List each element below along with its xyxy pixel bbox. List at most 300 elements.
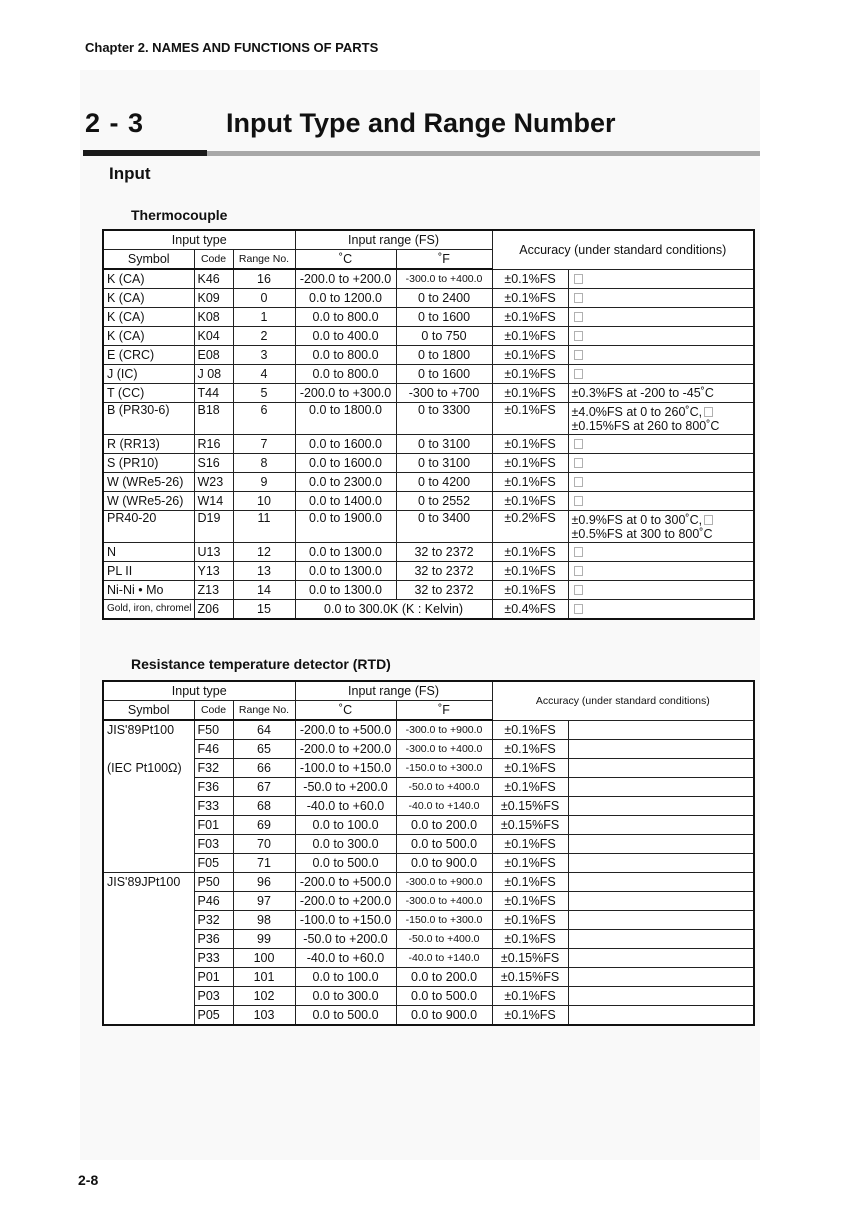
table-row [103, 873, 754, 892]
code-cell: K04 [194, 327, 233, 346]
code-cell: P05 [194, 1006, 233, 1026]
range-no-cell: 5 [233, 384, 295, 403]
range-no-cell: 102 [233, 987, 295, 1006]
rtd-heading: Resistance temperature detector (RTD) [131, 656, 391, 672]
symbol-cell: W (WRe5-26) [103, 492, 194, 511]
fahrenheit-range-cell: 0 to 1600 [396, 308, 492, 327]
accuracy-cell: ±0.1%FS [492, 562, 568, 581]
celsius-range-cell: -100.0 to +150.0 [295, 911, 396, 930]
accuracy-cell: ±0.1%FS [492, 365, 568, 384]
range-no-cell: 6 [233, 403, 295, 435]
placeholder-box-icon [574, 369, 583, 379]
fahrenheit-range-cell: 0.0 to 200.0 [396, 816, 492, 835]
celsius-range-cell: -200.0 to +300.0 [295, 384, 396, 403]
placeholder-box-icon [574, 477, 583, 487]
celsius-range-cell: 0.0 to 1300.0 [295, 543, 396, 562]
code-cell: J 08 [194, 365, 233, 384]
range-no-cell: 69 [233, 816, 295, 835]
symbol-cell: E (CRC) [103, 346, 194, 365]
placeholder-box-icon [574, 331, 583, 341]
code-cell: F03 [194, 835, 233, 854]
note-line-1: ±0.3%FS at -200 to -45˚C [571, 386, 714, 400]
celsius-range-cell: -40.0 to +60.0 [295, 949, 396, 968]
fahrenheit-range-cell: -300.0 to +400.0 [396, 892, 492, 911]
table-row [103, 511, 754, 543]
table-row [103, 327, 754, 346]
accuracy-note-cell [568, 968, 754, 987]
code-cell: F36 [194, 778, 233, 797]
symbol-cell: S (PR10) [103, 454, 194, 473]
symbol-cell [103, 720, 194, 873]
placeholder-box-icon [574, 566, 583, 576]
table-row [103, 759, 754, 778]
accuracy-note-cell [568, 269, 754, 289]
table-row [103, 797, 754, 816]
code-cell: F50 [194, 720, 233, 740]
range-no-cell: 4 [233, 365, 295, 384]
accuracy-note-cell [568, 873, 754, 892]
accuracy-cell: ±0.1%FS [492, 454, 568, 473]
table-row [103, 949, 754, 968]
celsius-range-cell: 0.0 to 1200.0 [295, 289, 396, 308]
placeholder-box-icon [574, 547, 583, 557]
accuracy-cell: ±0.1%FS [492, 720, 568, 740]
range-no-cell: 68 [233, 797, 295, 816]
symbol-cell: Ni-Ni • Mo [103, 581, 194, 600]
code-cell: P03 [194, 987, 233, 1006]
celsius-range-cell: 0.0 to 500.0 [295, 854, 396, 873]
range-no-cell: 96 [233, 873, 295, 892]
accuracy-note-cell [568, 562, 754, 581]
code-cell: D19 [194, 511, 233, 543]
range-no-cell: 1 [233, 308, 295, 327]
accuracy-cell: ±0.1%FS [492, 892, 568, 911]
section-subtitle: Input [109, 164, 151, 183]
header-code: Code [194, 701, 233, 721]
celsius-range-cell: -50.0 to +200.0 [295, 778, 396, 797]
note-line-2-wrap [572, 527, 751, 541]
header-input-type: Input type [103, 230, 295, 250]
code-cell: U13 [194, 543, 233, 562]
note-line-2-wrap [572, 419, 751, 433]
symbol-cell: PL II [103, 562, 194, 581]
range-no-cell: 16 [233, 269, 295, 289]
header-fahrenheit: ˚F [396, 701, 492, 721]
header-code: Code [194, 250, 233, 270]
accuracy-cell: ±0.15%FS [492, 968, 568, 987]
note-line-1: ±4.0%FS at 0 to 260˚C, [571, 405, 703, 419]
range-kelvin-cell: 0.0 to 300.0K (K : Kelvin) [295, 600, 492, 620]
fahrenheit-range-cell: 32 to 2372 [396, 562, 492, 581]
fahrenheit-range-cell: 32 to 2372 [396, 581, 492, 600]
accuracy-note-cell [568, 581, 754, 600]
celsius-range-cell: 0.0 to 1300.0 [295, 581, 396, 600]
table-row [103, 835, 754, 854]
table-row [103, 454, 754, 473]
placeholder-box-icon [704, 407, 713, 417]
table-row [103, 435, 754, 454]
accuracy-cell: ±0.1%FS [492, 308, 568, 327]
accuracy-cell: ±0.15%FS [492, 816, 568, 835]
accuracy-cell: ±0.1%FS [492, 854, 568, 873]
note-line-1-wrap [572, 513, 751, 527]
code-cell: P36 [194, 930, 233, 949]
accuracy-cell: ±0.1%FS [492, 740, 568, 759]
header-symbol: Symbol [103, 250, 194, 270]
celsius-range-cell: -200.0 to +200.0 [295, 740, 396, 759]
fahrenheit-range-cell: 32 to 2372 [396, 543, 492, 562]
range-no-cell: 66 [233, 759, 295, 778]
placeholder-box-icon [574, 585, 583, 595]
header-celsius: ˚C [295, 701, 396, 721]
placeholder-box-icon [574, 458, 583, 468]
symbol-name: JIS'89JPt100 [107, 875, 181, 889]
section-number: 2 - 3 [85, 108, 145, 138]
celsius-range-cell: 0.0 to 500.0 [295, 1006, 396, 1026]
range-no-cell: 7 [233, 435, 295, 454]
accuracy-note-cell [568, 543, 754, 562]
table-row [103, 720, 754, 740]
code-cell: K08 [194, 308, 233, 327]
fahrenheit-range-cell: -50.0 to +400.0 [396, 930, 492, 949]
symbol-cell: K (CA) [103, 269, 194, 289]
accuracy-note-cell [568, 797, 754, 816]
celsius-range-cell: 0.0 to 2300.0 [295, 473, 396, 492]
code-cell: T44 [194, 384, 233, 403]
fahrenheit-range-cell: 0 to 1600 [396, 365, 492, 384]
rtd-table [102, 680, 755, 1026]
symbol-name: JIS'89Pt100 [107, 723, 175, 737]
table-row [103, 581, 754, 600]
celsius-range-cell: 0.0 to 1400.0 [295, 492, 396, 511]
code-cell: B18 [194, 403, 233, 435]
fahrenheit-range-cell: 0.0 to 900.0 [396, 1006, 492, 1026]
accuracy-cell: ±0.1%FS [492, 269, 568, 289]
accuracy-cell: ±0.1%FS [492, 1006, 568, 1026]
table-row [103, 1006, 754, 1026]
range-no-cell: 9 [233, 473, 295, 492]
note-line-1: ±0.9%FS at 0 to 300˚C, [571, 513, 703, 527]
celsius-range-cell: 0.0 to 1600.0 [295, 454, 396, 473]
symbol-cell: Gold, iron, chromel [103, 600, 194, 620]
table-row [103, 740, 754, 759]
accuracy-cell: ±0.1%FS [492, 759, 568, 778]
placeholder-box-icon [574, 293, 583, 303]
accuracy-cell: ±0.1%FS [492, 327, 568, 346]
accuracy-note-cell [568, 289, 754, 308]
accuracy-note-cell [568, 759, 754, 778]
accuracy-note-cell [568, 403, 754, 435]
fahrenheit-range-cell: -300.0 to +400.0 [396, 269, 492, 289]
accuracy-note-cell [568, 473, 754, 492]
symbol-alt-name: (IEC Pt100Ω) [107, 761, 182, 775]
placeholder-box-icon [574, 439, 583, 449]
range-no-cell: 13 [233, 562, 295, 581]
table-row [103, 987, 754, 1006]
table-row [103, 492, 754, 511]
fahrenheit-range-cell: -40.0 to +140.0 [396, 949, 492, 968]
accuracy-cell: ±0.1%FS [492, 289, 568, 308]
table-row [103, 365, 754, 384]
fahrenheit-range-cell: 0.0 to 500.0 [396, 835, 492, 854]
placeholder-box-icon [574, 496, 583, 506]
accuracy-cell: ±0.1%FS [492, 435, 568, 454]
thermocouple-table [102, 229, 755, 620]
placeholder-box-icon [574, 312, 583, 322]
celsius-range-cell: 0.0 to 100.0 [295, 968, 396, 987]
celsius-range-cell: 0.0 to 800.0 [295, 346, 396, 365]
code-cell: K09 [194, 289, 233, 308]
table-row [103, 968, 754, 987]
range-no-cell: 64 [233, 720, 295, 740]
accuracy-cell: ±0.4%FS [492, 600, 568, 620]
header-fahrenheit: ˚F [396, 250, 492, 270]
accuracy-cell: ±0.1%FS [492, 778, 568, 797]
code-cell: E08 [194, 346, 233, 365]
accuracy-cell: ±0.1%FS [492, 473, 568, 492]
code-cell: F46 [194, 740, 233, 759]
header-input-type: Input type [103, 681, 295, 701]
celsius-range-cell: 0.0 to 400.0 [295, 327, 396, 346]
code-cell: F05 [194, 854, 233, 873]
fahrenheit-range-cell: -150.0 to +300.0 [396, 911, 492, 930]
code-cell: K46 [194, 269, 233, 289]
celsius-range-cell: -100.0 to +150.0 [295, 759, 396, 778]
code-cell: P32 [194, 911, 233, 930]
table-row [103, 269, 754, 289]
accuracy-note-cell [568, 308, 754, 327]
accuracy-note-cell [568, 327, 754, 346]
code-cell: P33 [194, 949, 233, 968]
symbol-cell: W (WRe5-26) [103, 473, 194, 492]
fahrenheit-range-cell: -50.0 to +400.0 [396, 778, 492, 797]
celsius-range-cell: 0.0 to 300.0 [295, 835, 396, 854]
chapter-header: Chapter 2. NAMES AND FUNCTIONS OF PARTS [85, 40, 379, 55]
celsius-range-cell: 0.0 to 1800.0 [295, 403, 396, 435]
symbol-cell: R (RR13) [103, 435, 194, 454]
note-line-1-wrap [572, 405, 751, 419]
title-rule-grey [207, 151, 760, 156]
range-no-cell: 10 [233, 492, 295, 511]
range-no-cell: 8 [233, 454, 295, 473]
header-accuracy: Accuracy (under standard conditions) [492, 230, 754, 269]
table-row [103, 778, 754, 797]
accuracy-note-cell [568, 778, 754, 797]
symbol-cell: K (CA) [103, 327, 194, 346]
fahrenheit-range-cell: 0 to 1800 [396, 346, 492, 365]
fahrenheit-range-cell: 0 to 750 [396, 327, 492, 346]
code-cell: F32 [194, 759, 233, 778]
accuracy-note-cell [568, 492, 754, 511]
note-line-2: ±0.5%FS at 300 to 800˚C [571, 527, 713, 541]
code-cell: W14 [194, 492, 233, 511]
celsius-range-cell: -50.0 to +200.0 [295, 930, 396, 949]
accuracy-cell: ±0.1%FS [492, 346, 568, 365]
placeholder-box-icon [574, 274, 583, 284]
header-range-no: Range No. [233, 701, 295, 721]
range-no-cell: 2 [233, 327, 295, 346]
accuracy-cell: ±0.1%FS [492, 873, 568, 892]
accuracy-note-cell [568, 600, 754, 620]
code-cell: Y13 [194, 562, 233, 581]
table-row [103, 346, 754, 365]
page-number: 2-8 [78, 1172, 99, 1188]
fahrenheit-range-cell: -150.0 to +300.0 [396, 759, 492, 778]
fahrenheit-range-cell: -300.0 to +400.0 [396, 740, 492, 759]
accuracy-cell: ±0.1%FS [492, 384, 568, 403]
section-title: Input Type and Range Number [226, 108, 616, 138]
accuracy-note-cell [568, 911, 754, 930]
code-cell: Z13 [194, 581, 233, 600]
accuracy-cell: ±0.15%FS [492, 949, 568, 968]
accuracy-note-cell [568, 987, 754, 1006]
table-row [103, 854, 754, 873]
fahrenheit-range-cell: 0 to 3100 [396, 435, 492, 454]
accuracy-cell: ±0.1%FS [492, 403, 568, 435]
celsius-range-cell: 0.0 to 1600.0 [295, 435, 396, 454]
fahrenheit-range-cell: -300 to +700 [396, 384, 492, 403]
table-row [103, 562, 754, 581]
celsius-range-cell: 0.0 to 1900.0 [295, 511, 396, 543]
accuracy-note-cell [568, 384, 754, 403]
fahrenheit-range-cell: 0 to 4200 [396, 473, 492, 492]
header-symbol: Symbol [103, 701, 194, 721]
symbol-cell: PR40-20 [103, 511, 194, 543]
celsius-range-cell: -200.0 to +500.0 [295, 720, 396, 740]
code-cell: Z06 [194, 600, 233, 620]
fahrenheit-range-cell: 0 to 3300 [396, 403, 492, 435]
range-no-cell: 65 [233, 740, 295, 759]
range-no-cell: 103 [233, 1006, 295, 1026]
range-no-cell: 3 [233, 346, 295, 365]
code-cell: W23 [194, 473, 233, 492]
fahrenheit-range-cell: 0 to 2400 [396, 289, 492, 308]
accuracy-note-cell [568, 740, 754, 759]
header-accuracy: Accuracy (under standard conditions) [492, 681, 754, 720]
symbol-cell: K (CA) [103, 289, 194, 308]
table-row [103, 403, 754, 435]
symbol-cell: T (CC) [103, 384, 194, 403]
celsius-range-cell: 0.0 to 800.0 [295, 308, 396, 327]
accuracy-cell: ±0.1%FS [492, 911, 568, 930]
table-row [103, 473, 754, 492]
accuracy-cell: ±0.1%FS [492, 835, 568, 854]
accuracy-note-cell [568, 365, 754, 384]
symbol-cell: J (IC) [103, 365, 194, 384]
symbol-cell: K (CA) [103, 308, 194, 327]
code-cell: F01 [194, 816, 233, 835]
code-cell: P46 [194, 892, 233, 911]
accuracy-cell: ±0.2%FS [492, 511, 568, 543]
header-range-no: Range No. [233, 250, 295, 270]
code-cell: P01 [194, 968, 233, 987]
celsius-range-cell: -200.0 to +500.0 [295, 873, 396, 892]
celsius-range-cell: -200.0 to +200.0 [295, 892, 396, 911]
range-no-cell: 71 [233, 854, 295, 873]
accuracy-note-cell [568, 346, 754, 365]
symbol-cell: B (PR30-6) [103, 403, 194, 435]
table-row [103, 543, 754, 562]
range-no-cell: 101 [233, 968, 295, 987]
accuracy-note-cell [568, 816, 754, 835]
range-no-cell: 11 [233, 511, 295, 543]
table-row [103, 911, 754, 930]
accuracy-note-cell [568, 892, 754, 911]
fahrenheit-range-cell: 0.0 to 500.0 [396, 987, 492, 1006]
range-no-cell: 12 [233, 543, 295, 562]
accuracy-note-cell [568, 930, 754, 949]
symbol-cell: N [103, 543, 194, 562]
celsius-range-cell: 0.0 to 300.0 [295, 987, 396, 1006]
table-row [103, 384, 754, 403]
accuracy-cell: ±0.15%FS [492, 797, 568, 816]
table-row [103, 600, 754, 620]
table-row [103, 930, 754, 949]
fahrenheit-range-cell: -40.0 to +140.0 [396, 797, 492, 816]
accuracy-cell: ±0.1%FS [492, 543, 568, 562]
celsius-range-cell: -40.0 to +60.0 [295, 797, 396, 816]
title-rule-dark [83, 150, 207, 156]
accuracy-note-cell [568, 720, 754, 740]
code-cell: F33 [194, 797, 233, 816]
code-cell: S16 [194, 454, 233, 473]
accuracy-note-cell [568, 949, 754, 968]
accuracy-note-cell [568, 454, 754, 473]
accuracy-note-cell [568, 435, 754, 454]
table-row [103, 308, 754, 327]
range-no-cell: 97 [233, 892, 295, 911]
accuracy-note-cell [568, 1006, 754, 1026]
accuracy-cell: ±0.1%FS [492, 492, 568, 511]
celsius-range-cell: 0.0 to 100.0 [295, 816, 396, 835]
fahrenheit-range-cell: 0.0 to 200.0 [396, 968, 492, 987]
header-input-range: Input range (FS) [295, 681, 492, 701]
range-no-cell: 100 [233, 949, 295, 968]
fahrenheit-range-cell: 0 to 3400 [396, 511, 492, 543]
range-no-cell: 15 [233, 600, 295, 620]
fahrenheit-range-cell: 0.0 to 900.0 [396, 854, 492, 873]
fahrenheit-range-cell: -300.0 to +900.0 [396, 873, 492, 892]
header-celsius: ˚C [295, 250, 396, 270]
range-no-cell: 14 [233, 581, 295, 600]
range-no-cell: 99 [233, 930, 295, 949]
code-cell: R16 [194, 435, 233, 454]
accuracy-note-cell [568, 854, 754, 873]
placeholder-box-icon [704, 515, 713, 525]
fahrenheit-range-cell: 0 to 3100 [396, 454, 492, 473]
fahrenheit-range-cell: 0 to 2552 [396, 492, 492, 511]
celsius-range-cell: 0.0 to 800.0 [295, 365, 396, 384]
accuracy-cell: ±0.1%FS [492, 581, 568, 600]
code-cell: P50 [194, 873, 233, 892]
thermocouple-heading: Thermocouple [131, 207, 228, 223]
range-no-cell: 0 [233, 289, 295, 308]
placeholder-box-icon [574, 350, 583, 360]
celsius-range-cell: -200.0 to +200.0 [295, 269, 396, 289]
range-no-cell: 70 [233, 835, 295, 854]
accuracy-cell: ±0.1%FS [492, 930, 568, 949]
range-no-cell: 98 [233, 911, 295, 930]
celsius-range-cell: 0.0 to 1300.0 [295, 562, 396, 581]
symbol-cell [103, 873, 194, 1026]
table-row [103, 289, 754, 308]
accuracy-note-cell [568, 835, 754, 854]
accuracy-note-cell [568, 511, 754, 543]
table-row [103, 816, 754, 835]
note-line-2: ±0.15%FS at 260 to 800˚C [571, 419, 720, 433]
header-input-range: Input range (FS) [295, 230, 492, 250]
accuracy-cell: ±0.1%FS [492, 987, 568, 1006]
